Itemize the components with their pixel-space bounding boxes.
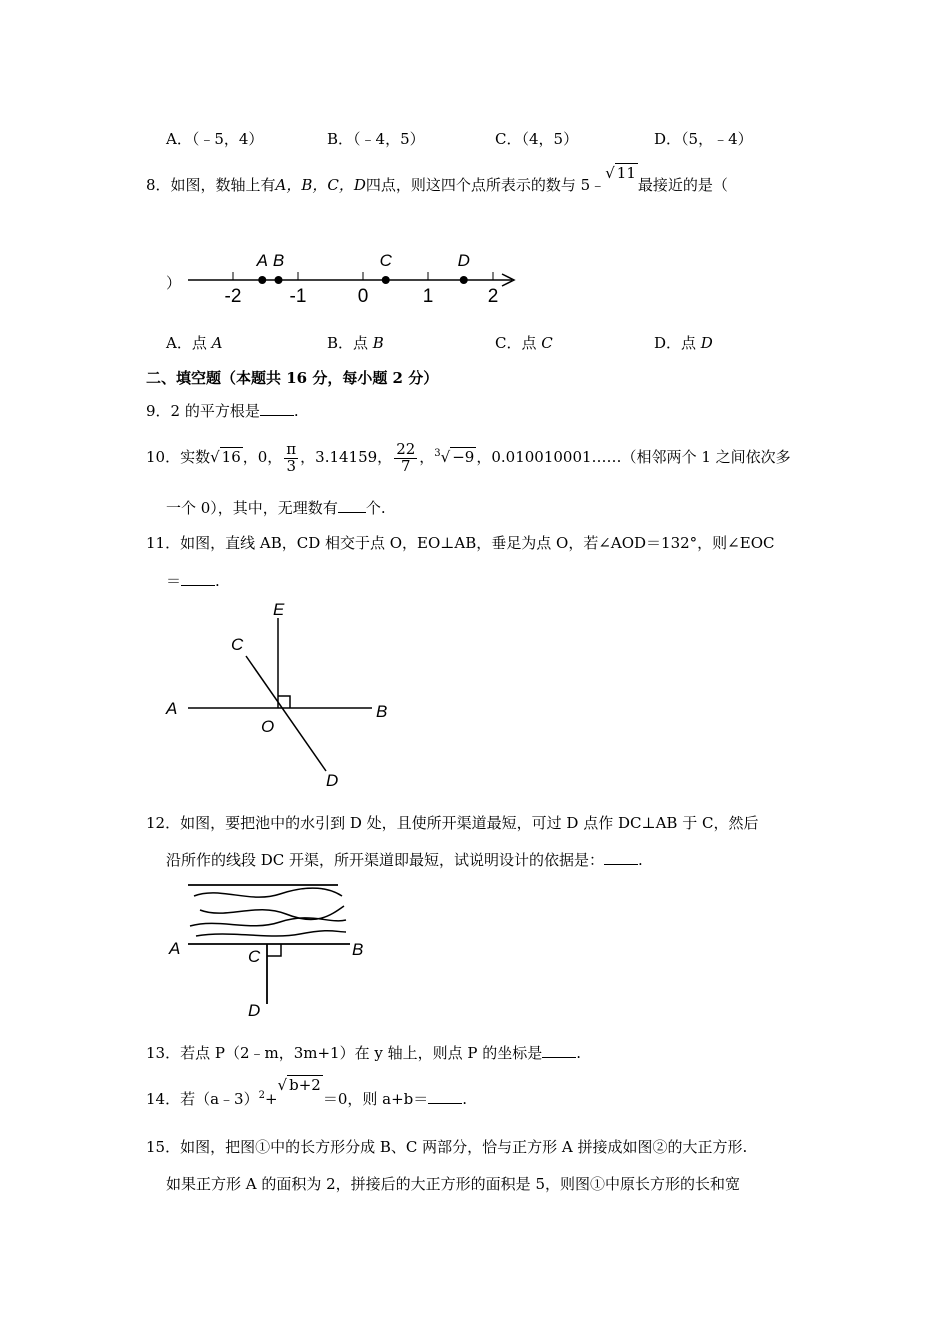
q8-question: 8．如图，数轴上有A，B，C，D四点，则这四个点所表示的数与 5﹣√ 11最接近的是（ bbox=[146, 164, 728, 194]
q7-option-c: C．（4，5） bbox=[495, 130, 579, 148]
point-label: B bbox=[272, 251, 285, 270]
axis-tick-label: 1 bbox=[422, 286, 434, 307]
q7-option-b: B．（﹣4，5） bbox=[327, 130, 425, 148]
q8-option-c: C．点 C bbox=[495, 334, 553, 352]
q11-line1: 11．如图，直线 AB，CD 相交于点 O，EO⊥AB，垂足为点 O，若∠AOD＝132°，则∠EOC bbox=[146, 534, 775, 552]
point-marker bbox=[382, 276, 390, 284]
axis-tick-label: -1 bbox=[289, 286, 307, 307]
q8-option-d: D．点 D bbox=[654, 334, 713, 352]
axis-tick-label: 0 bbox=[357, 286, 369, 307]
q7-option-a: A．（﹣5，4） bbox=[166, 130, 264, 148]
point-label: D bbox=[457, 251, 470, 270]
q8-option-b: B．点 B bbox=[327, 334, 384, 352]
q10-question: 10．实数√ 16 ，0， $\frac{\pi}{3}$ ，3.14159， $\frac{22}{7}$ ，$^3$√ −9 ，0.010010001……（相邻两个 1 之间依次多 bbox=[146, 439, 791, 475]
axis-tick-label: -2 bbox=[224, 286, 242, 307]
point-marker bbox=[460, 276, 468, 284]
label-d: D bbox=[326, 771, 339, 790]
point-label: C bbox=[379, 251, 392, 270]
q11-line2: ＝ . bbox=[166, 572, 220, 590]
label-e: E bbox=[273, 600, 285, 619]
q13-question: 13．若点 P（2﹣m，3m+1）在 y 轴上，则点 P 的坐标是 . bbox=[146, 1044, 582, 1062]
pool-channel-figure bbox=[160, 876, 380, 1026]
q9-question: 9．2 的平方根是 . bbox=[146, 402, 299, 420]
point-label: A bbox=[256, 251, 268, 270]
q15-line1: 15．如图，把图①中的长方形分成 B、C 两部分，恰与正方形 A 拼接成如图②的大正方形. bbox=[146, 1138, 748, 1156]
q12-line2: 沿所作的线段 DC 开渠，所开渠道即最短，试说明设计的依据是： . bbox=[166, 851, 643, 869]
label-b: B bbox=[376, 702, 388, 721]
q15-line2: 如果正方形 A 的面积为 2，拼接后的大正方形的面积是 5，则图①中原长方形的长和宽 bbox=[166, 1175, 740, 1193]
intersecting-lines-figure bbox=[160, 596, 400, 796]
label-b: B bbox=[352, 940, 364, 959]
q14-question: 14．若（a﹣3）$^2$+√ b+2＝0，则 a+b＝ . bbox=[146, 1076, 468, 1108]
number-line-figure bbox=[180, 240, 525, 308]
label-a: A bbox=[166, 699, 178, 718]
q12-line1: 12．如图，要把池中的水引到 D 处，且使所开渠道最短，可过 D 点作 DC⊥AB 于 C，然后 bbox=[146, 814, 759, 832]
label-c: C bbox=[231, 635, 244, 654]
point-marker bbox=[258, 276, 266, 284]
label-a: A bbox=[169, 939, 181, 958]
q8-close-paren: ） bbox=[166, 274, 182, 292]
section-title: 二、填空题（本题共 16 分，每小题 2 分） bbox=[146, 369, 439, 387]
label-d: D bbox=[248, 1001, 261, 1020]
axis-tick-label: 2 bbox=[487, 286, 499, 307]
label-o: O bbox=[261, 717, 275, 736]
q10-line2: 一个 0），其中，无理数有 个. bbox=[166, 499, 386, 517]
q7-option-d: D．（5，﹣4） bbox=[654, 130, 753, 148]
point-marker bbox=[275, 276, 283, 284]
q8-option-a: A．点 A bbox=[166, 334, 223, 352]
label-c: C bbox=[248, 947, 261, 966]
